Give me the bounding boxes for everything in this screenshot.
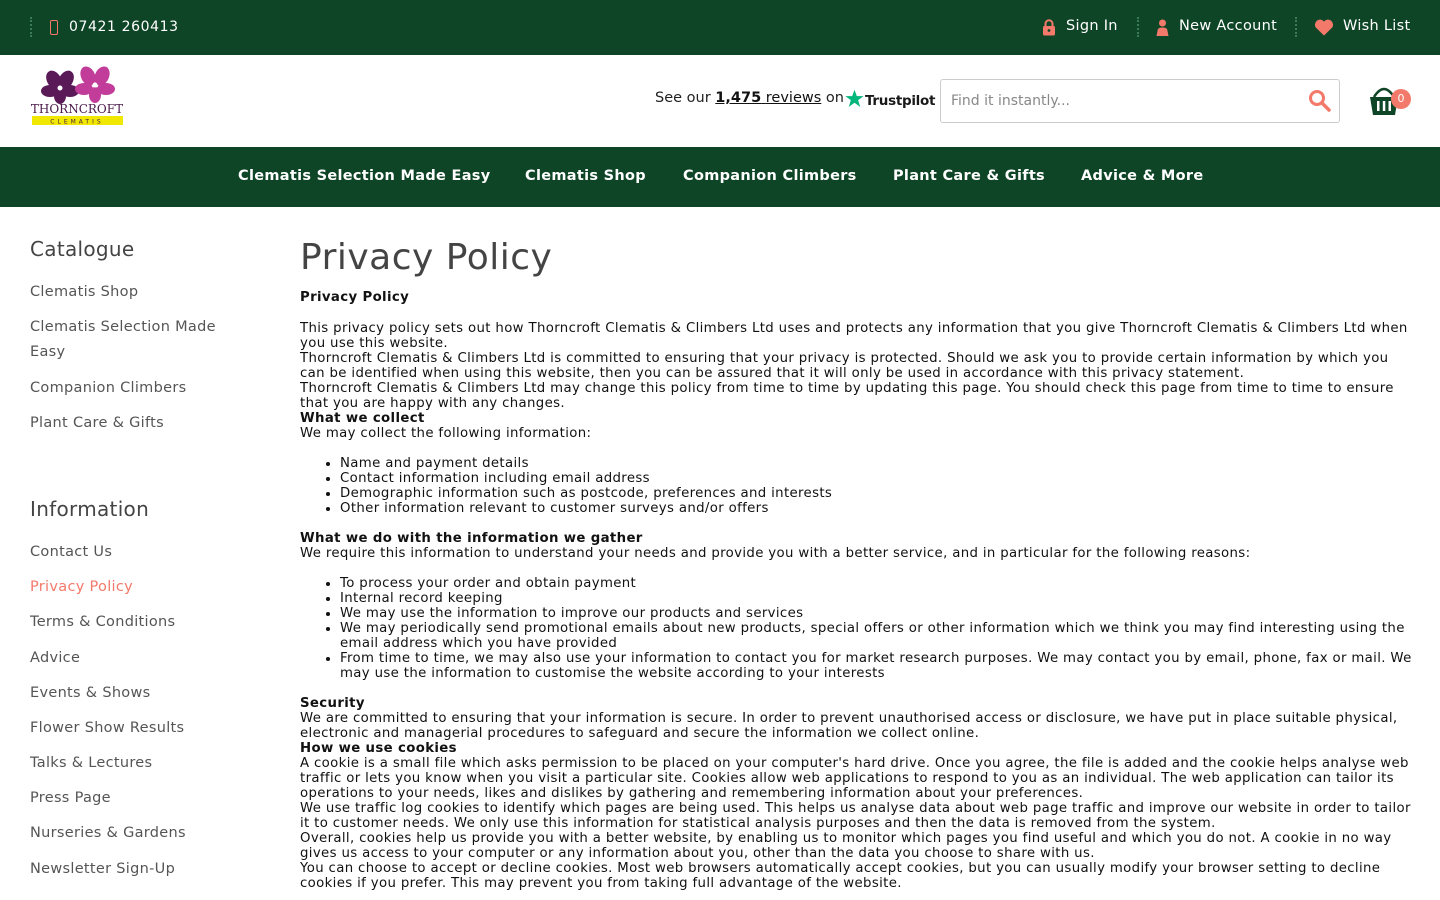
basket-count-badge: 0 xyxy=(1391,89,1411,109)
search-icon[interactable] xyxy=(1308,89,1332,113)
sidebar-item-talks-lectures[interactable]: Talks & Lectures xyxy=(30,755,153,771)
list-item: • To process your order and obtain payment xyxy=(340,576,1412,591)
collect-intro: We may collect the following information: xyxy=(300,426,592,441)
sidebar-item-plant-care-gifts[interactable]: Plant Care & Gifts xyxy=(30,415,164,431)
section-heading-use: What we do with the information we gather xyxy=(300,531,643,546)
use-intro: We require this information to understand your needs and provide you with a better service, and in particular for the following reasons: xyxy=(300,546,1251,561)
list-item: • Other information relevant to customer surveys and/or offers xyxy=(340,501,1412,516)
intro-paragraph: This privacy policy sets out how Thorncroft Clematis & Climbers Ltd uses and protects any information that you give Thorncroft Clematis & Climbers Ltd when you use this website. xyxy=(300,321,1408,351)
list-item: • Demographic information such as postcode, preferences and interests xyxy=(340,486,1412,501)
cookies-paragraph: A cookie is a small file which asks permission to be placed on your computer's hard drive. Once you agree, the file is added and the cookie helps analyse web traffic or lets you know when you visit a particular site. Cookies allow web applications to respond to you as an individual. The web application can tailor its operations to your needs, likes and dislikes by gathering and remembering information about your preferences. xyxy=(300,756,1409,801)
trust-review-count[interactable]: 1,475 xyxy=(715,90,762,106)
sidebar-item-newsletter-signup[interactable]: Newsletter Sign-Up xyxy=(30,861,176,877)
sidebar-item-clematis-shop[interactable]: Clematis Shop xyxy=(30,284,139,300)
sidebar-item-flower-show-results[interactable]: Flower Show Results xyxy=(30,720,185,736)
nav-item-companion-climbers[interactable]: Companion Climbers xyxy=(683,168,857,184)
trustpilot-reviews[interactable] xyxy=(655,90,844,106)
list-item: • Name and payment details xyxy=(340,456,1412,471)
section-heading-security: Security xyxy=(300,696,365,711)
sidebar-item-press-page[interactable]: Press Page xyxy=(30,790,111,806)
cookies-paragraph: You can choose to accept or decline cookies. Most web browsers automatically accept cookies, but you can usually modify your browser setting to decline cookies if you prefer. This may prevent you from taking full advantage of the website. xyxy=(300,861,1381,891)
phone-number[interactable]: 07421 260413 xyxy=(69,19,179,35)
nav-item-plant-care-gifts[interactable]: Plant Care & Gifts xyxy=(893,168,1045,184)
nav-item-clematis-selection[interactable]: Clematis Selection Made Easy xyxy=(238,168,491,184)
sidebar-item-companion-climbers[interactable]: Companion Climbers xyxy=(30,380,187,396)
cookies-paragraph: Overall, cookies help us provide you with a better website, by enabling us to monitor which pages you find useful and which you do not. A cookie in no way gives us access to your computer or any information about you, other than the data you choose to share with us. xyxy=(300,831,1392,861)
trust-prefix: See our xyxy=(655,90,711,106)
catalogue-heading: Catalogue xyxy=(30,237,135,261)
person-icon xyxy=(1156,19,1169,36)
list-item: • From time to time, we may also use your information to contact you for market research purposes. We may contact you by email, phone, fax or mail. We may use the information to customise the website according to your interests xyxy=(340,651,1412,681)
divider xyxy=(30,17,32,37)
new-account-link[interactable]: New Account xyxy=(1179,18,1278,34)
intro-paragraph: Thorncroft Clematis & Climbers Ltd may change this policy from time to time by updating this page. You should check this page from time to time to ensure that you are happy with any changes. xyxy=(300,381,1394,411)
logo-text: THORNCROFT xyxy=(30,102,124,116)
trust-on: on xyxy=(825,90,844,106)
sidebar-item-advice[interactable]: Advice xyxy=(30,650,81,666)
list-item: • Internal record keeping xyxy=(340,591,1412,606)
top-bar xyxy=(0,0,1440,55)
sidebar-item-events-shows[interactable]: Events & Shows xyxy=(30,685,151,701)
trustpilot-star-icon xyxy=(845,89,864,108)
main-nav xyxy=(0,147,1440,207)
list-item: • We may use the information to improve our products and services xyxy=(340,606,1412,621)
heart-icon xyxy=(1314,19,1334,36)
trustpilot-brand: Trustpilot xyxy=(865,93,936,109)
use-list xyxy=(340,576,1412,681)
list-item: • Contact information including email address xyxy=(340,471,1412,486)
list-item: • We may periodically send promotional emails about new products, special offers or other information which we think you may find interesting using the email address which you have provided xyxy=(340,621,1412,651)
information-heading: Information xyxy=(30,497,150,521)
intro-paragraph: Thorncroft Clematis & Climbers Ltd is committed to ensuring that your privacy is protected. Should we ask you to provide certain information by which you can be identified when using this website, then you can be assured that it will only be used in accordance with this privacy statement. xyxy=(300,351,1389,381)
divider xyxy=(1295,17,1297,37)
trust-reviews-word[interactable]: reviews xyxy=(765,90,822,106)
section-heading-cookies: How we use cookies xyxy=(300,741,457,756)
phone-icon xyxy=(50,20,58,35)
main-content xyxy=(300,236,1412,891)
nav-item-clematis-shop[interactable]: Clematis Shop xyxy=(525,168,646,184)
sidebar-item-terms-conditions[interactable]: Terms & Conditions xyxy=(30,614,176,630)
page-title: Privacy Policy xyxy=(300,237,553,278)
logo-flower-icon xyxy=(30,66,125,128)
policy-body xyxy=(300,290,1412,891)
section-heading-collect: What we collect xyxy=(300,411,425,426)
lock-icon xyxy=(1042,19,1056,36)
collect-list xyxy=(340,456,1412,516)
sidebar-item-privacy-policy[interactable]: Privacy Policy xyxy=(30,579,134,595)
security-paragraph: We are committed to ensuring that your information is secure. In order to prevent unauthorised access or disclosure, we have put in place suitable physical, electronic and managerial procedures to safeguard and secure the information we collect online. xyxy=(300,711,1398,741)
sidebar-item-clematis-selection[interactable]: Clematis Selection Made Easy xyxy=(30,319,216,360)
cookies-paragraph: We use traffic log cookies to identify which pages are being used. This helps us analyse data about web page traffic and improve our website in order to tailor it to customer needs. We only use this information for statistical analysis purposes and then the data is removed from the system. xyxy=(300,801,1411,831)
sidebar-item-contact-us[interactable]: Contact Us xyxy=(30,544,113,560)
sign-in-link[interactable]: Sign In xyxy=(1066,18,1118,34)
logo-subtext: CLEMATIS xyxy=(50,118,104,126)
policy-subtitle: Privacy Policy xyxy=(300,290,410,305)
divider xyxy=(1137,17,1139,37)
search-box xyxy=(940,79,1340,123)
site-logo[interactable] xyxy=(30,66,125,128)
nav-item-advice-more[interactable]: Advice & More xyxy=(1081,168,1204,184)
sidebar-item-nurseries-gardens[interactable]: Nurseries & Gardens xyxy=(30,825,186,841)
wish-list-link[interactable]: Wish List xyxy=(1343,18,1411,34)
search-input[interactable] xyxy=(951,90,1291,112)
